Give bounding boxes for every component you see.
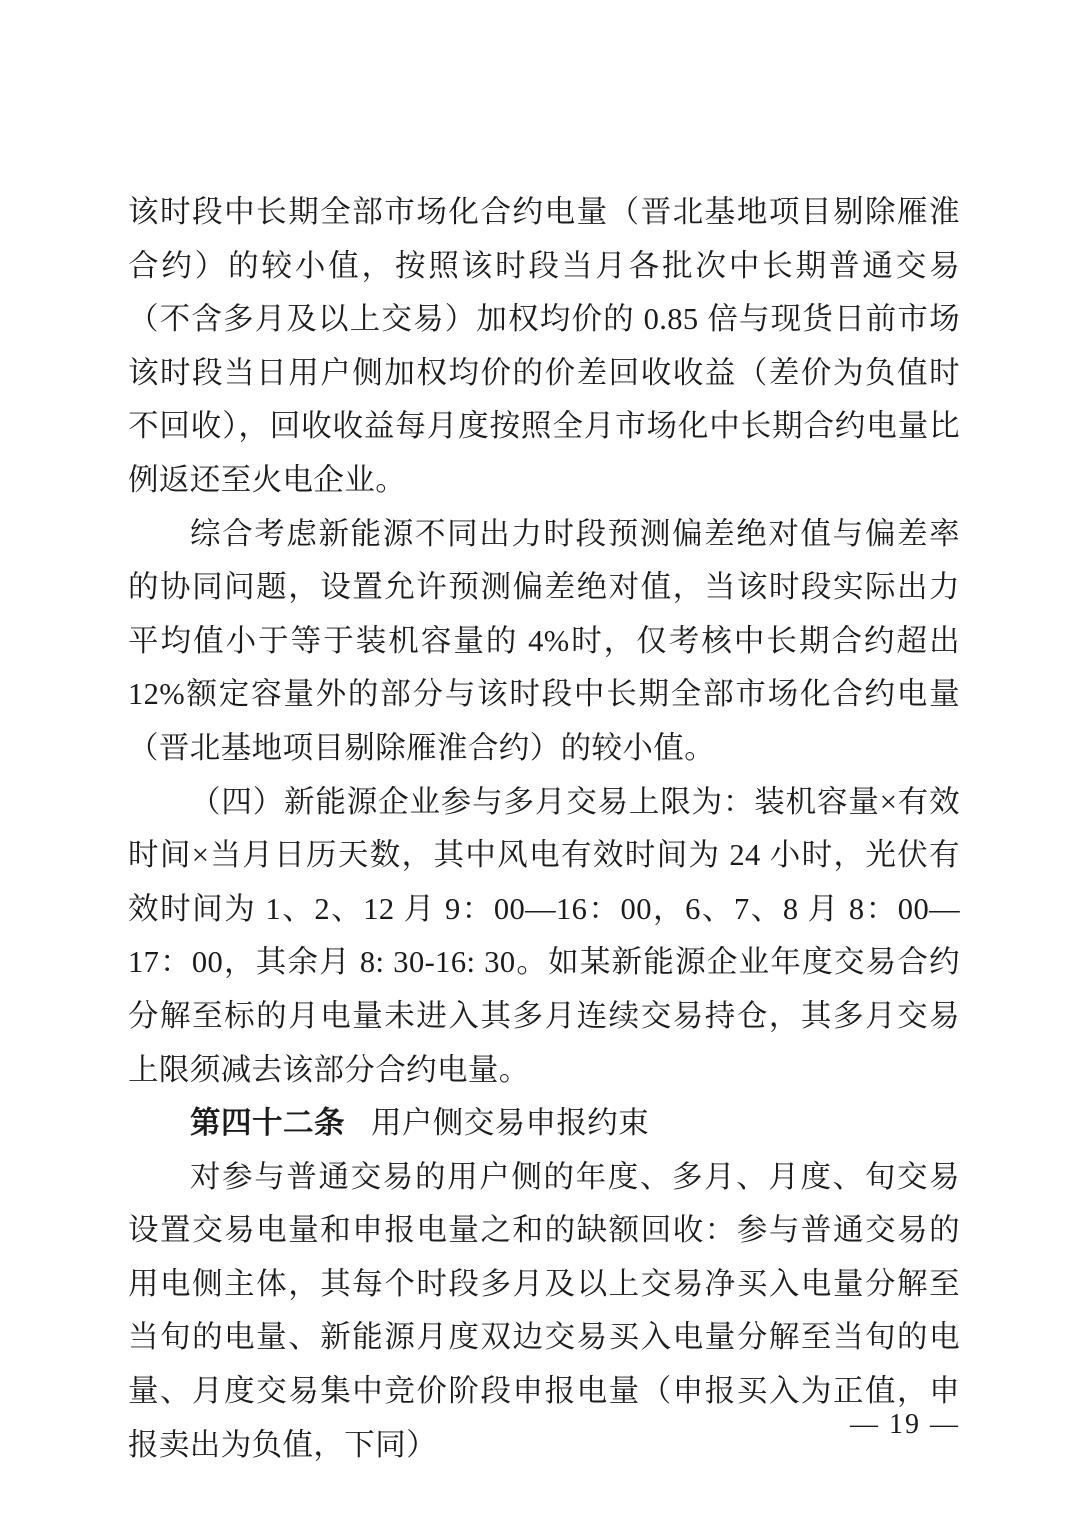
- page-text-block: [128, 186, 960, 1472]
- article-number: 第四十二条: [190, 1106, 345, 1142]
- article-title: 用户侧交易申报约束: [371, 1106, 650, 1141]
- paragraph-item-four-multimonth-limit: （四）新能源企业参与多月交易上限为：装机容量×有效时间×当月日历天数，其中风电有效时间为 24 小时，光伏有效时间为 1、2、12 月 9：00—16：00，6、7、8 月 8：00—17：00，其余月 8: 30-16: 30。如某新能源企业年度交易合约分解至标的月电量未进入其多月连续交易持仓，其多月交易上限须减去该部分合约电量。: [128, 784, 960, 1087]
- page-number: — 19 —: [850, 1409, 960, 1440]
- article-heading-42: [128, 1097, 960, 1151]
- paragraph-user-side-declaration: 对参与普通交易的用户侧的年度、多月、月度、旬交易设置交易电量和申报电量之和的缺额回收：参与普通交易的用电侧主体，其每个时段多月及以上交易净买入电量分解至当旬的电量、新能源月度双边交易买入电量分解至当旬的电量、月度交易集中竞价阶段申报电量（申报买入为正值，申报卖出为负值，下同）: [128, 1159, 960, 1462]
- paragraph-forecast-deviation: 综合考虑新能源不同出力时段预测偏差绝对值与偏差率的协同问题，设置允许预测偏差绝对值，当该时段实际出力平均值小于等于装机容量的 4%时，仅考核中长期合约超出 12%额定容量外的部分与该时段中长期全部市场化合约电量（晋北基地项目剔除雁淮合约）的较小值。: [128, 516, 960, 765]
- paragraph-contract-price-recovery: 该时段中长期全部市场化合约电量（晋北基地项目剔除雁淮合约）的较小值，按照该时段当月各批次中长期普通交易（不含多月及以上交易）加权均价的 0.85 倍与现货日前市场该时段当日用户侧加权均价的价差回收收益（差价为负值时不回收），回收收益每月度按照全月市场化中长期合约电量比例返还至火电企业。: [128, 195, 960, 497]
